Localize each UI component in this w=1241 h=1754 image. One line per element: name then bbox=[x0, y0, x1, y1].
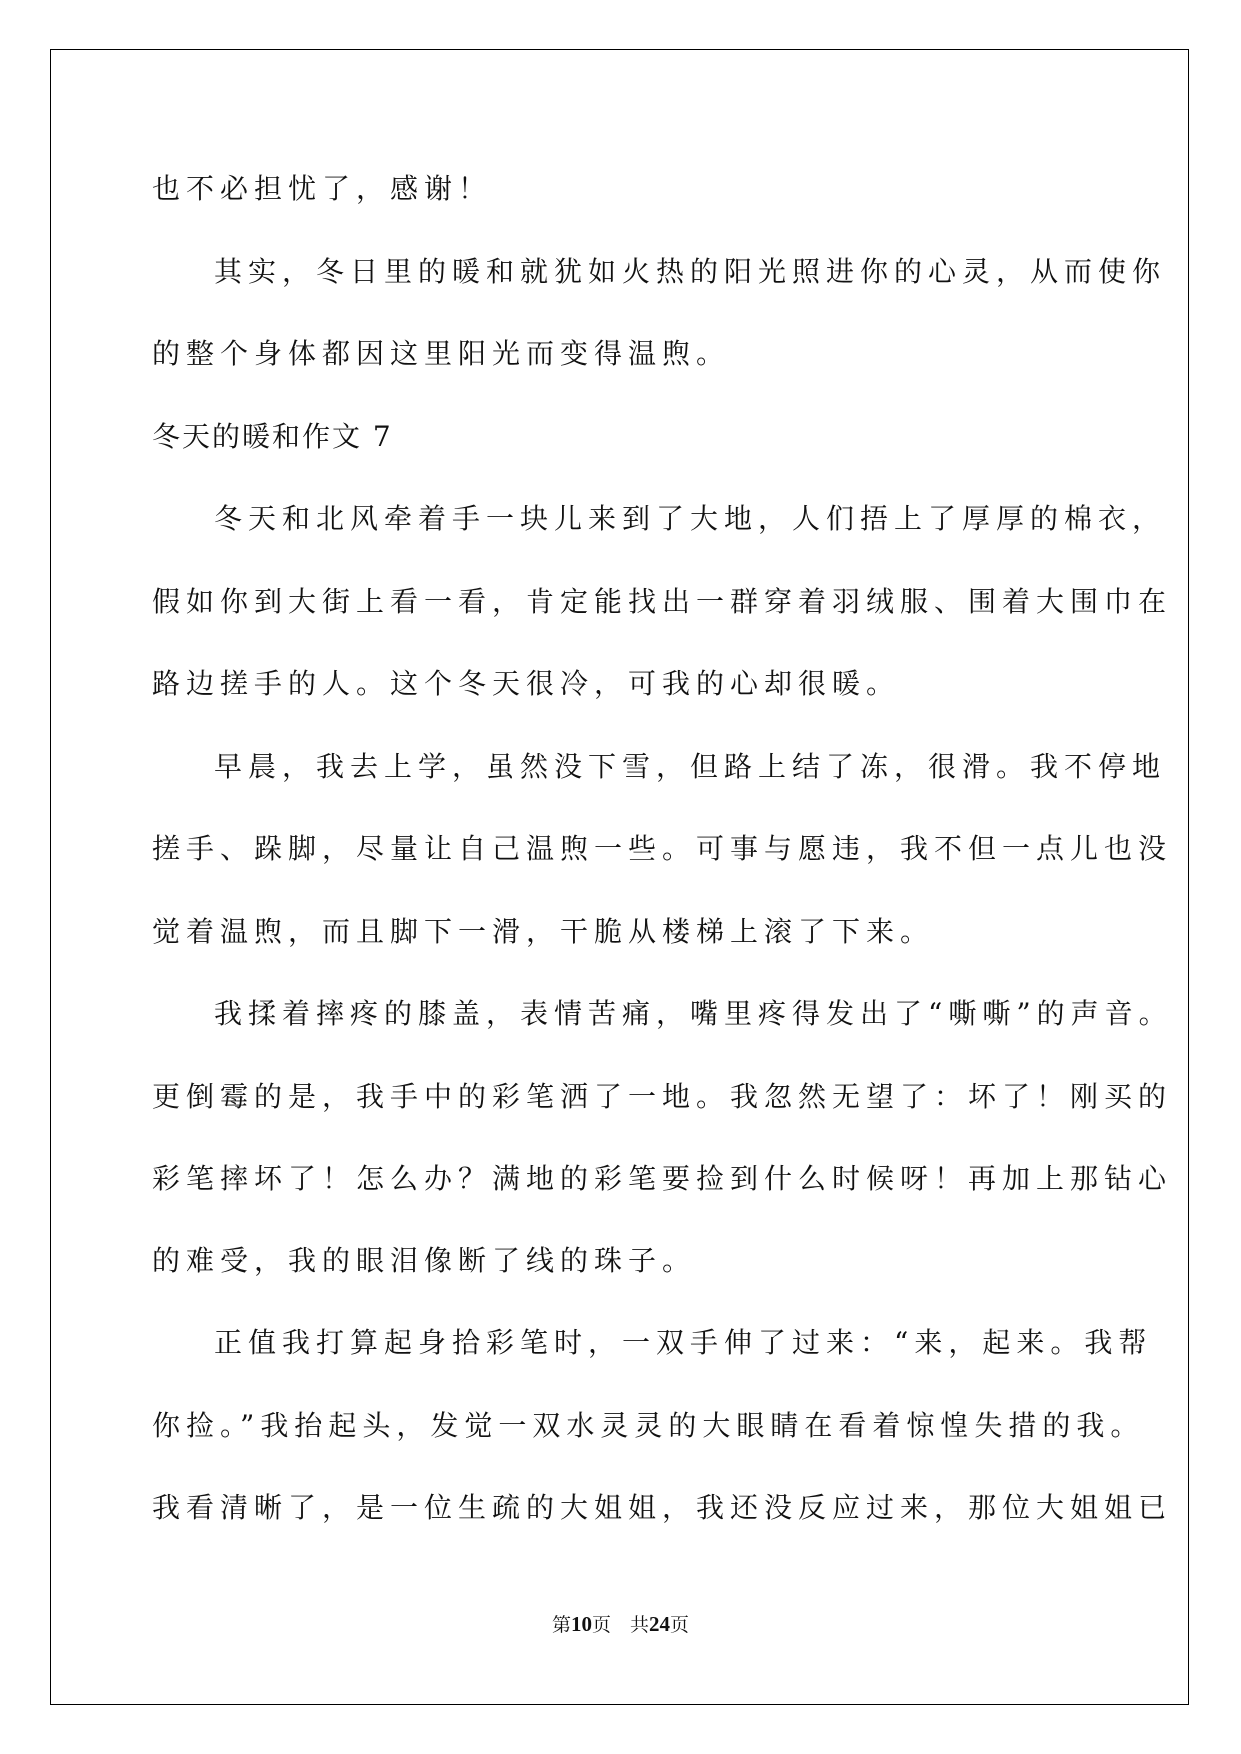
paragraph-line: 更倒霉的是，我手中的彩笔洒了一地。我忽然无望了：坏了！刚买的 bbox=[152, 1080, 1173, 1113]
page-border bbox=[50, 49, 1189, 1705]
paragraph-line: 我看清晰了，是一位生疏的大姐姐，我还没反应过来，那位大姐姐已 bbox=[152, 1491, 1173, 1524]
paragraph-line: 我揉着摔疼的膝盖，表情苦痛，嘴里疼得发出了“嘶嘶”的声音。 bbox=[214, 997, 1173, 1030]
footer-suffix: 页 bbox=[670, 1615, 690, 1636]
paragraph-line: 冬天和北风牵着手一块儿来到了大地，人们捂上了厚厚的棉衣， bbox=[214, 502, 1167, 535]
paragraph-line: 假如你到大街上看一看，肯定能找出一群穿着羽绒服、围着大围巾在 bbox=[152, 585, 1173, 618]
total-page-number: 24 bbox=[649, 1612, 670, 1636]
current-page-number: 10 bbox=[570, 1612, 592, 1636]
paragraph-line: 也不必担忧了，感谢！ bbox=[152, 172, 493, 205]
page-footer bbox=[0, 1610, 1241, 1637]
paragraph-line: 你捡。”我抬起头，发觉一双水灵灵的大眼睛在看着惊惶失措的我。 bbox=[152, 1409, 1145, 1442]
paragraph-line: 路边搓手的人。这个冬天很冷，可我的心却很暖。 bbox=[152, 667, 901, 700]
paragraph-line: 的整个身体都因这里阳光而变得温煦。 bbox=[152, 337, 731, 370]
section-heading: 冬天的暖和作文 7 bbox=[152, 420, 393, 453]
paragraph-line: 觉着温煦，而且脚下一滑，干脆从楼梯上滚了下来。 bbox=[152, 915, 935, 948]
paragraph-line: 搓手、跺脚，尽量让自己温煦一些。可事与愿违，我不但一点儿也没 bbox=[152, 832, 1173, 865]
paragraph-line: 早晨，我去上学，虽然没下雪，但路上结了冻，很滑。我不停地 bbox=[214, 750, 1167, 783]
footer-mid: 页 共 bbox=[591, 1615, 649, 1636]
paragraph-line: 正值我打算起身拾彩笔时，一双手伸了过来：“来，起来。我帮 bbox=[214, 1326, 1153, 1359]
paragraph-line: 其实，冬日里的暖和就犹如火热的阳光照进你的心灵，从而使你 bbox=[214, 255, 1167, 288]
paragraph-line: 彩笔摔坏了！怎么办？满地的彩笔要捡到什么时候呀！再加上那钻心 bbox=[152, 1162, 1173, 1195]
paragraph-line: 的难受，我的眼泪像断了线的珠子。 bbox=[152, 1244, 697, 1277]
footer-prefix: 第 bbox=[551, 1615, 571, 1636]
